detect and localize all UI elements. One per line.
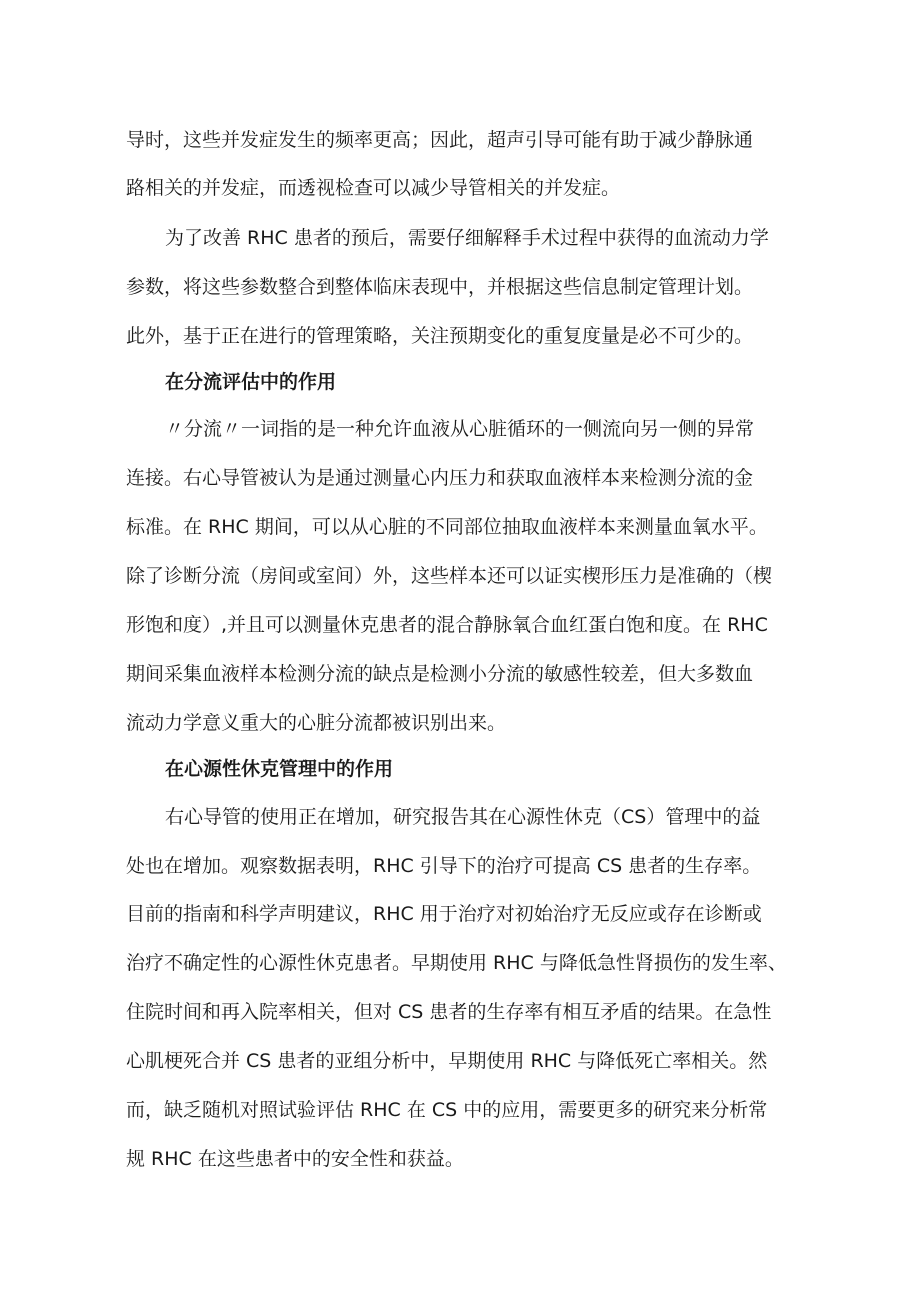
paragraph-3-line-6: 期间采集血液样本检测分流的缺点是检测小分流的敏感性较差，但大多数血 xyxy=(126,663,754,685)
paragraph-4-line-3: 目前的指南和科学声明建议，RHC 用于治疗对初始治疗无反应或存在诊断或 xyxy=(126,903,762,925)
paragraph-2-line-3: 此外，基于正在进行的管理策略，关注预期变化的重复度量是必不可少的。 xyxy=(126,325,754,347)
paragraph-4-line-6: 心肌梗死合并 CS 患者的亚组分析中，早期使用 RHC 与降低死亡率相关。然 xyxy=(126,1050,768,1072)
paragraph-3-line-4: 除了诊断分流（房间或室间）外，这些样本还可以证实楔形压力是准确的（楔 xyxy=(126,565,773,587)
section-heading-shunt-evaluation: 在分流评估中的作用 xyxy=(165,371,337,393)
paragraph-2-line-1: 为了改善 RHC 患者的预后，需要仔细解释手术过程中获得的血流动力学 xyxy=(165,227,769,249)
paragraph-4-line-4: 治疗不确定性的心源性休克患者。早期使用 RHC 与降低急性肾损伤的发生率、 xyxy=(126,952,787,974)
paragraph-1-line-1: 导时，这些并发症发生的频率更高；因此，超声引导可能有助于减少静脉通 xyxy=(126,129,754,151)
paragraph-3-line-3: 标准。在 RHC 期间，可以从心脏的不同部位抽取血液样本来测量血氧水平。 xyxy=(126,516,768,538)
paragraph-4-line-1: 右心导管的使用正在增加，研究报告其在心源性休克（CS）管理中的益 xyxy=(165,806,761,828)
paragraph-1-line-2: 路相关的并发症，而透视检查可以减少导管相关的并发症。 xyxy=(126,177,621,199)
paragraph-2-line-2: 参数，将这些参数整合到整体临床表现中，并根据这些信息制定管理计划。 xyxy=(126,276,754,298)
paragraph-4-line-5: 住院时间和再入院率相关，但对 CS 患者的生存率有相互矛盾的结果。在急性 xyxy=(126,1001,772,1023)
section-heading-cardiogenic-shock: 在心源性休克管理中的作用 xyxy=(165,758,394,780)
paragraph-3-line-2: 连接。右心导管被认为是通过测量心内压力和获取血液样本来检测分流的金 xyxy=(126,467,754,489)
paragraph-3-line-7: 流动力学意义重大的心脏分流都被识别出来。 xyxy=(126,712,507,734)
paragraph-3-line-5: 形饱和度）,并且可以测量休克患者的混合静脉氧合血红蛋白饱和度。在 RHC xyxy=(126,614,768,636)
paragraph-3-line-1: 〃分流〃一词指的是一种允许血液从心脏循环的一侧流向另一侧的异常 xyxy=(165,418,755,440)
paragraph-4-line-8: 规 RHC 在这些患者中的安全性和获益。 xyxy=(126,1148,464,1170)
paragraph-4-line-7: 而，缺乏随机对照试验评估 RHC 在 CS 中的应用，需要更多的研究来分析常 xyxy=(126,1099,768,1121)
paragraph-4-line-2: 处也在增加。观察数据表明，RHC 引导下的治疗可提高 CS 患者的生存率。 xyxy=(126,855,762,877)
